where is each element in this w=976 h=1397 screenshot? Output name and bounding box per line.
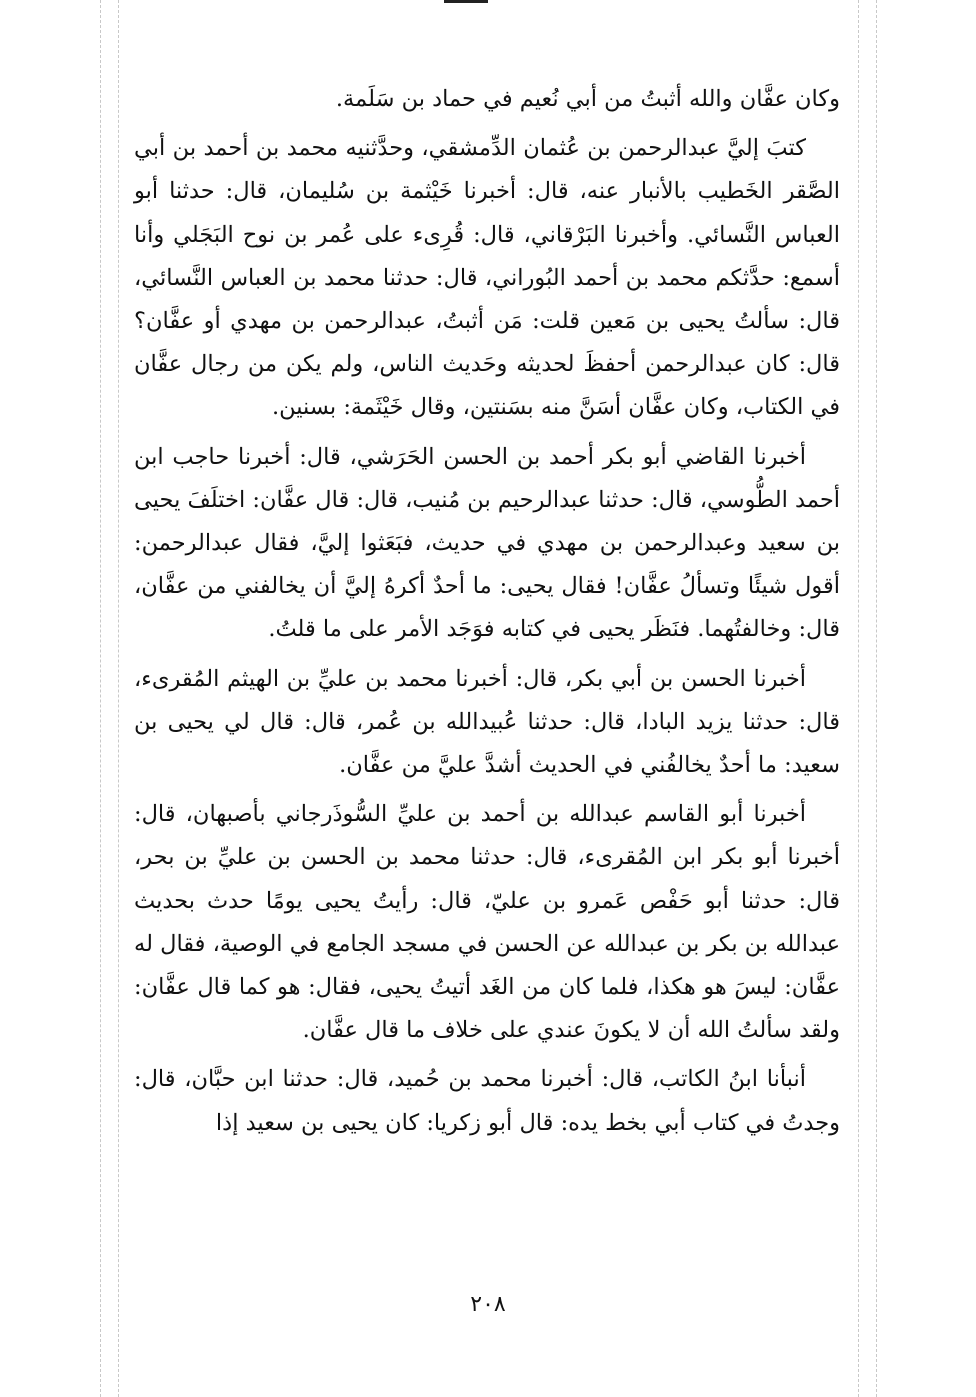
paragraph: أخبرنا الحسن بن أبي بكر، قال: أخبرنا محمد بن عليِّ بن الهيثم المُقرىء، قال: حدثنا يزيد البادا، قال: حدثنا عُبيدالله بن عُمر، قال: قال لي يحيى بن سعيد: ما أحدٌ يخالفُني في الحديث أشدَّ عليَّ من عفَّان. [134,665,840,779]
margin-guide-line [118,0,119,1397]
paragraph: أخبرنا القاضي أبو بكر أحمد بن الحسن الحَرَشي، قال: أخبرنا حاجب ابن أحمد الطُّوسي، قال: حدثنا عبدالرحيم بن مُنيب، قال: قال عفَّان: اختلَفَ يحيى بن سعيد وعبدالرحمن بن مهدي في حديث، فبَعَثوا إليَّ، فقال عبدالرحمن: أقول شيئًا وتسألُ عفَّان! فقال يحيى: ما أحدٌ أكرهُ إليَّ أن يخالفني من عفَّان، قال: وخالفتُهما. فنَظَر يحيى في كتابه فوَجَد الأمر على ما قلتُ. [134,443,840,643]
page-number: ٢٠٨ [470,1292,506,1317]
paragraph: كتبَ إليَّ عبدالرحمن بن عُثمان الدِّمشقي، وحدَّثنيه محمد بن أحمد بن أبي الصَّقر الخَطيب بالأنبار عنه، قال: أخبرنا خَيْثمة بن سُليمان، قال: حدثنا أبو العباس النَّسائي. وأخبرنا البَرْقاني، قال: قُرِىء على عُمر بن نوح البَجَلي وأنا أسمع: حدَّثكم محمد بن أحمد البُوراني، قال: حدثنا محمد بن العباس النَّسائي، قال: سألتُ يحيى بن مَعين قلت: مَن أثبتُ، عبدالرحمن بن مهدي أو عفَّان؟ قال: كان عبدالرحمن أحفظَ لحديثه وحَديث الناس، ولم يكن من رجال عفَّان في الكتاب، وكان عفَّان أسَنَّ منه بسَنتين، وقال خَيْثَمة: بسنين. [134,135,840,421]
paragraph: أخبرنا أبو القاسم عبدالله بن أحمد بن عليِّ السُّوذَرجاني بأصبهان، قال: أخبرنا أبو بكر ابن المُقرىء، قال: حدثنا محمد بن الحسن بن عليِّ بن بحر، قال: حدثنا أبو حَفْص عَمرو بن عليّ، قال: رأيتُ يحيى يومًا حدث بحديث عبدالله بن بكر بن عبدالله عن الحسن في مسجد الجامع في الوصية، فقال له عفَّان: ليسَ هو هكذا، فلما كان من الغَد أتيتُ يحيى، فقال: هو كما قال عفَّان: ولقد سألتُ الله أن لا يكونَ عندي على خلاف ما قال عفَّان. [134,801,840,1044]
margin-guide-line [100,0,101,1397]
paragraph: وكان عفَّان والله أثبتُ من أبي نُعيم في حماد بن سَلَمة. [335,86,840,112]
margin-guide-line [876,0,877,1397]
margin-guide-line [858,0,859,1397]
top-rule [444,0,488,3]
paragraph: أنبأنا ابنُ الكاتب، قال: أخبرنا محمد بن حُميد، قال: حدثنا ابن حبَّان، قال: وجدتُ في كتاب أبي بخط يده: قال أبو زكريا: كان يحيى بن سعيد إذا [134,1066,840,1136]
body-text [134,78,840,1145]
